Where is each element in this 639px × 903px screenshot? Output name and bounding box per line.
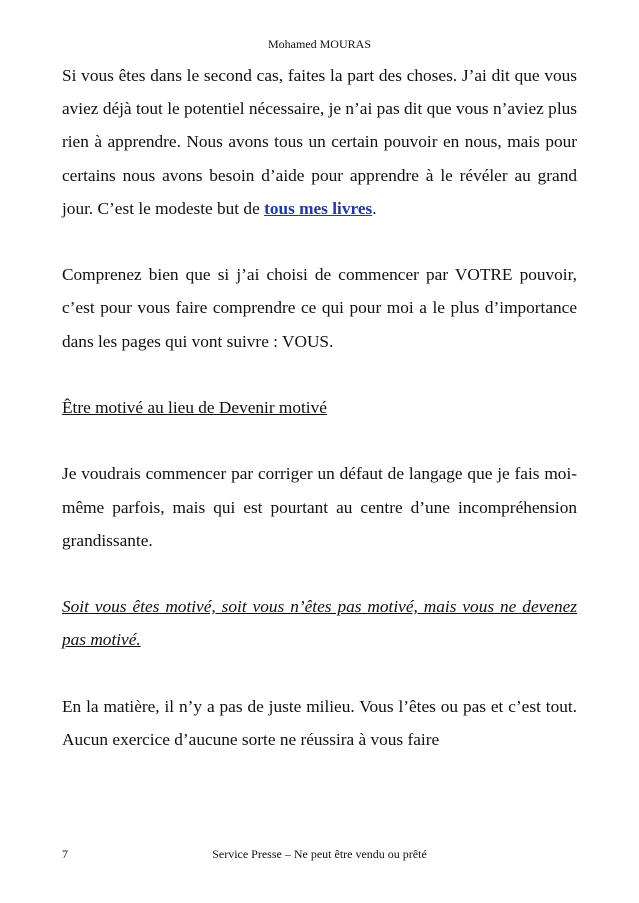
paragraph-4: Je voudrais commencer par corriger un défaut de langage que je fais moi-même parfois, mais qui est pourtant au centre d’une incompréhension grandissante. [62,464,577,550]
paragraph-1 [62,59,577,225]
page-body [62,59,577,756]
footer-notice: Service Presse – Ne peut être vendu ou prêté [212,847,427,861]
books-link[interactable]: tous mes livres [264,198,373,218]
section-heading [62,391,577,424]
paragraph-6: En la matière, il n’y a pas de juste milieu. Vous l’êtes ou pas et c’est tout. Aucun exercice d’aucune sorte ne réussira à vous faire [62,696,577,749]
emphasis-statement [62,590,577,656]
emphasis-statement-text: Soit vous êtes motivé, soit vous n’êtes pas motivé, mais vous ne devenez pas motivé. [62,597,577,650]
paragraph-1-end: . [372,198,377,218]
paragraph-1-text: Si vous êtes dans le second cas, faites la part des choses. J’ai dit que vous aviez déjà tout le potentiel nécessaire, je n’ai pas dit que vous n’aviez plus rien à apprendre. Nous avons tous un certain pouvoir en nous, mais pour certains nous avons besoin d’aide pour apprendre à le révéler au grand jour. C’est le modeste but de [62,66,577,218]
section-heading-text: Être motivé au lieu de Devenir motivé [62,398,327,417]
paragraph-2: Comprenez bien que si j’ai choisi de commencer par VOTRE pouvoir, c’est pour vous faire comprendre ce qui pour moi a le plus d’importance dans les pages qui vont suivre : VOUS. [62,265,577,351]
page-number: 7 [62,847,68,861]
page-header-author: Mohamed MOURAS [267,37,371,51]
